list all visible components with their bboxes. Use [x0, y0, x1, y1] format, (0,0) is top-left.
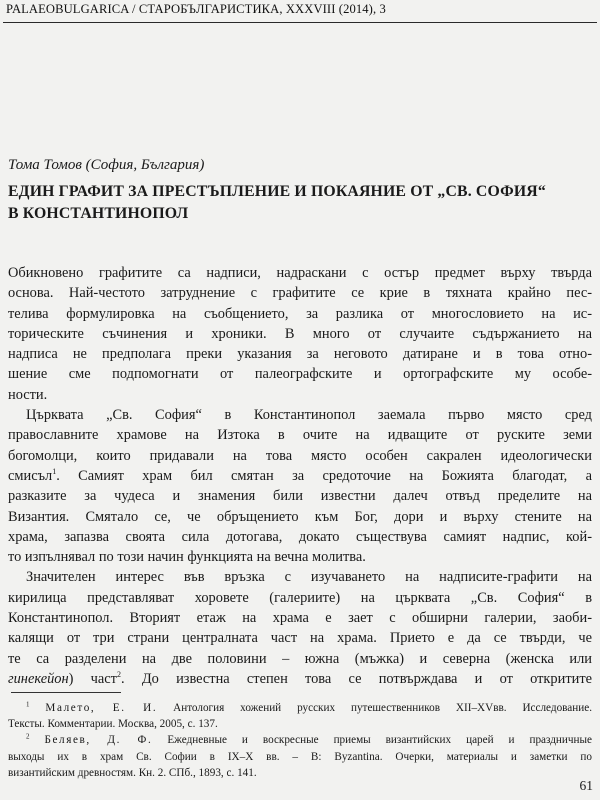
text-line [8, 669, 592, 689]
text-line: Византия. Смятало се, че обръщението към Бог, дори и върху стените на [8, 508, 592, 525]
footnote-number: 2 [26, 732, 30, 741]
text-line: ности. [8, 386, 48, 403]
footnote-line: Тексты. Комментарии. Москва, 2005, с. 137. [8, 718, 218, 731]
text-line: калящи от три страни централната част на храма. Прието е да се твърди, че [8, 630, 592, 647]
article-author: Тома Томов (София, България) [8, 157, 205, 173]
footnote-ref: 1 [52, 467, 57, 477]
footnote-1 [8, 700, 592, 716]
header-rule [3, 22, 597, 23]
running-header: PALAEOBULGARICA / СТАРОБЪЛГАРИСТИКА, XXXVIII (2014), 3 [6, 2, 386, 16]
title-line: ЕДИН ГРАФИТ ЗА ПРЕСТЪПЛЕНИЕ И ПОКАЯНИЕ ОТ „СВ. СОФИЯ“ [8, 183, 546, 200]
title-line: В КОНСТАНТИНОПОЛ [8, 205, 189, 222]
footnote-author: Малето, Е. И. [45, 702, 158, 714]
footnote-ref: 2 [116, 670, 121, 680]
text-line: основа. Най-честото затруднение с графитите се крие в тяхната крайно пес- [8, 285, 592, 302]
text-line: шение сме подпомогнати от палеографските и ортографските му особе- [8, 366, 592, 383]
text-line: телива формулировка на съобщението, за разлика от многословието на ис- [8, 305, 592, 322]
text-segment: смисъл [8, 467, 53, 484]
text-line: торическите съчинения и хроники. В много от случаите съдържанието на [8, 325, 592, 342]
paragraph-3 [8, 567, 592, 689]
footnote-line: византийским древностям. Кн. 2. СПб., 1893, с. 141. [8, 766, 257, 779]
text-line: Значителен интерес във връзка с изучаването на надписите-графити на [26, 569, 592, 586]
article-title [8, 181, 588, 225]
italic-term: гинекейон [8, 670, 69, 687]
text-line: надписа не предполага преки указания за неговото датиране и в това отно- [8, 346, 592, 363]
text-line: православните храмове на Изтока в очите на идващите от руските земи [8, 427, 592, 444]
text-line: богомолци, които придавали на това място особен сакрален идеологически [8, 447, 592, 464]
text-line: Църквата „Св. София“ в Константинопол заемала първо място сред [26, 407, 592, 424]
footnote-number: 1 [26, 700, 30, 709]
footnote-2 [8, 732, 592, 748]
text-segment: . Самият храм бил смятан за средоточие на Божията благодат, а [56, 467, 592, 484]
text-line: то изпълнявал по този начин функцията на вечна молитва. [8, 549, 366, 566]
footnote-rule [11, 692, 121, 693]
text-line: кирилица представляват хоровете (галериите) на църквата „Св. София“ в [8, 589, 592, 606]
paragraph-2 [8, 405, 592, 567]
text-segment: ) част [68, 670, 117, 687]
footnote-text: Антология хожений русских путешественников XII–XVвв. Исследование. [157, 702, 592, 714]
text-line: храма, запазва своята сила дотогава, докато съществува самият надпис, кой- [8, 528, 592, 545]
footnote-line: выходы их в храм Св. Софии в IX–X вв. – В: Byzantina. Очерки, материалы и заметки по [8, 750, 592, 763]
text-segment: . До известна степен това се потвърждава и от откритите [120, 670, 592, 687]
text-line: Обикновено графитите са надписи, надраскани с остър предмет върху твърда [8, 265, 592, 281]
text-line: Константинопол. Вторият етаж на храма е зает с обширни галерии, заоби- [8, 610, 592, 627]
footnotes [8, 700, 592, 781]
text-line: разказите за чудеса и знамения били известни далеч отвъд пределите на [8, 488, 592, 505]
page-number: 61 [579, 778, 593, 793]
text-line: те са разделени на две половини – южна (мъжка) и северна (женска или [8, 650, 592, 667]
paragraph-1 [8, 263, 592, 405]
footnote-text: Ежедневные и воскресные приемы византийских царей и праздничные [152, 734, 593, 747]
footnote-author: Беляев, Д. Ф. [44, 734, 153, 747]
text-line [8, 466, 592, 486]
article-body [8, 263, 592, 689]
